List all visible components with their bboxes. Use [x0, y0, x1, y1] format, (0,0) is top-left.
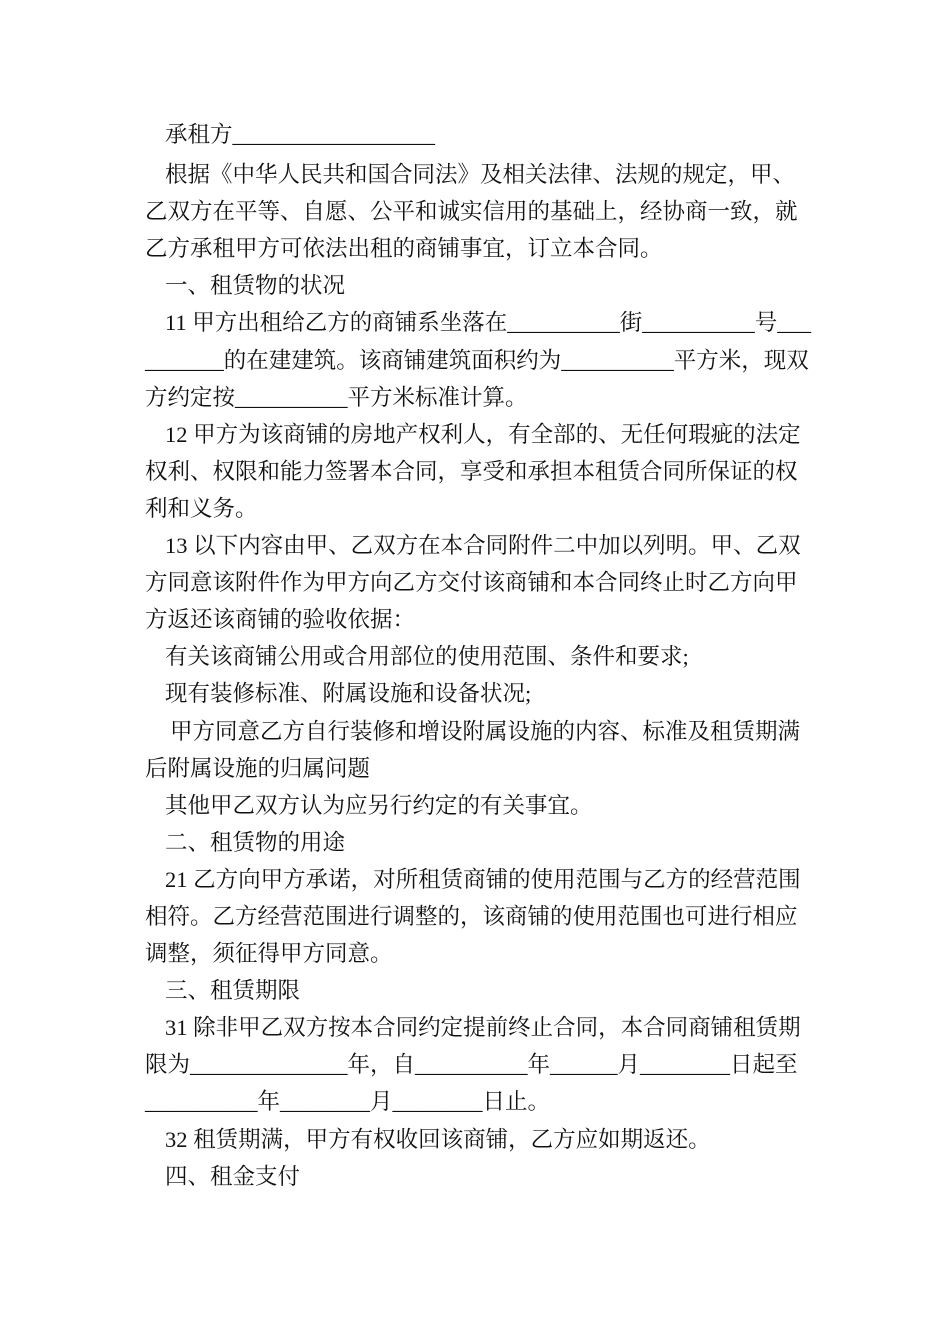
- clause-3-1-line: __________年________月________日止。: [145, 1089, 551, 1115]
- section-heading-3: 三、租赁期限: [165, 978, 301, 1004]
- clause-1-1-line: 11 甲方出租给乙方的商铺系坐落在__________街__________号___: [165, 310, 812, 336]
- clause-2-1-line: 21 乙方向甲方承诺，对所租赁商铺的使用范围与乙方的经营范围: [165, 866, 801, 892]
- clause-3-2-line: 32 租赁期满，甲方有权收回该商铺，乙方应如期返还。: [165, 1126, 711, 1152]
- list-item-decoration-status: 现有装修标准、附属设施和设备状况;: [165, 681, 532, 707]
- list-item-renovation-line: 后附属设施的归属问题: [145, 755, 371, 781]
- list-item-common-areas: 有关该商铺公用或合用部位的使用范围、条件和要求;: [165, 644, 689, 670]
- clause-1-3-line: 方返还该商铺的验收依据：: [145, 607, 416, 633]
- clause-2-1-line: 调整，须征得甲方同意。: [145, 941, 393, 967]
- clause-3-1-line: 限为______________年，自__________年______月________日起至: [145, 1052, 798, 1078]
- list-item-other-matters: 其他甲乙双方认为应另行约定的有关事宜。: [165, 792, 593, 818]
- list-item-renovation-line: 甲方同意乙方自行装修和增设附属设施的内容、标准及租赁期满: [170, 718, 801, 744]
- section-heading-1: 一、租赁物的状况: [165, 273, 346, 299]
- clause-1-3-line: 方同意该附件作为甲方向乙方交付该商铺和本合同终止时乙方向甲: [145, 570, 798, 596]
- clause-1-1-line: 方约定按__________平方米标准计算。: [145, 384, 528, 410]
- clause-1-2-line: 利和义务。: [145, 495, 258, 521]
- preamble-line: 乙方承租甲方可依法出租的商铺事宜，订立本合同。: [145, 236, 663, 262]
- document-page: [145, 116, 845, 1195]
- tenant-field: 承租方__________________: [165, 122, 436, 147]
- clause-1-2-line: 12 甲方为该商铺的房地产权利人，有全部的、无任何瑕疵的法定: [165, 421, 801, 447]
- clause-1-1-line: _______的在建建筑。该商铺建筑面积约为__________平方米，现双: [145, 347, 809, 373]
- clause-1-2-line: 权利、权限和能力签署本合同，享受和承担本租赁合同所保证的权: [145, 458, 798, 484]
- preamble-line: 根据《中华人民共和国合同法》及相关法律、法规的规定，甲、: [165, 162, 796, 188]
- section-heading-2: 二、租赁物的用途: [165, 829, 346, 855]
- clause-3-1-line: 31 除非甲乙双方按本合同约定提前终止合同，本合同商铺租赁期: [165, 1015, 801, 1041]
- clause-2-1-line: 相符。乙方经营范围进行调整的，该商铺的使用范围也可进行相应: [145, 903, 798, 929]
- section-heading-4: 四、租金支付: [165, 1163, 301, 1189]
- preamble-line: 乙双方在平等、自愿、公平和诚实信用的基础上，经协商一致，就: [145, 199, 798, 225]
- clause-1-3-line: 13 以下内容由甲、乙双方在本合同附件二中加以列明。甲、乙双: [165, 533, 801, 559]
